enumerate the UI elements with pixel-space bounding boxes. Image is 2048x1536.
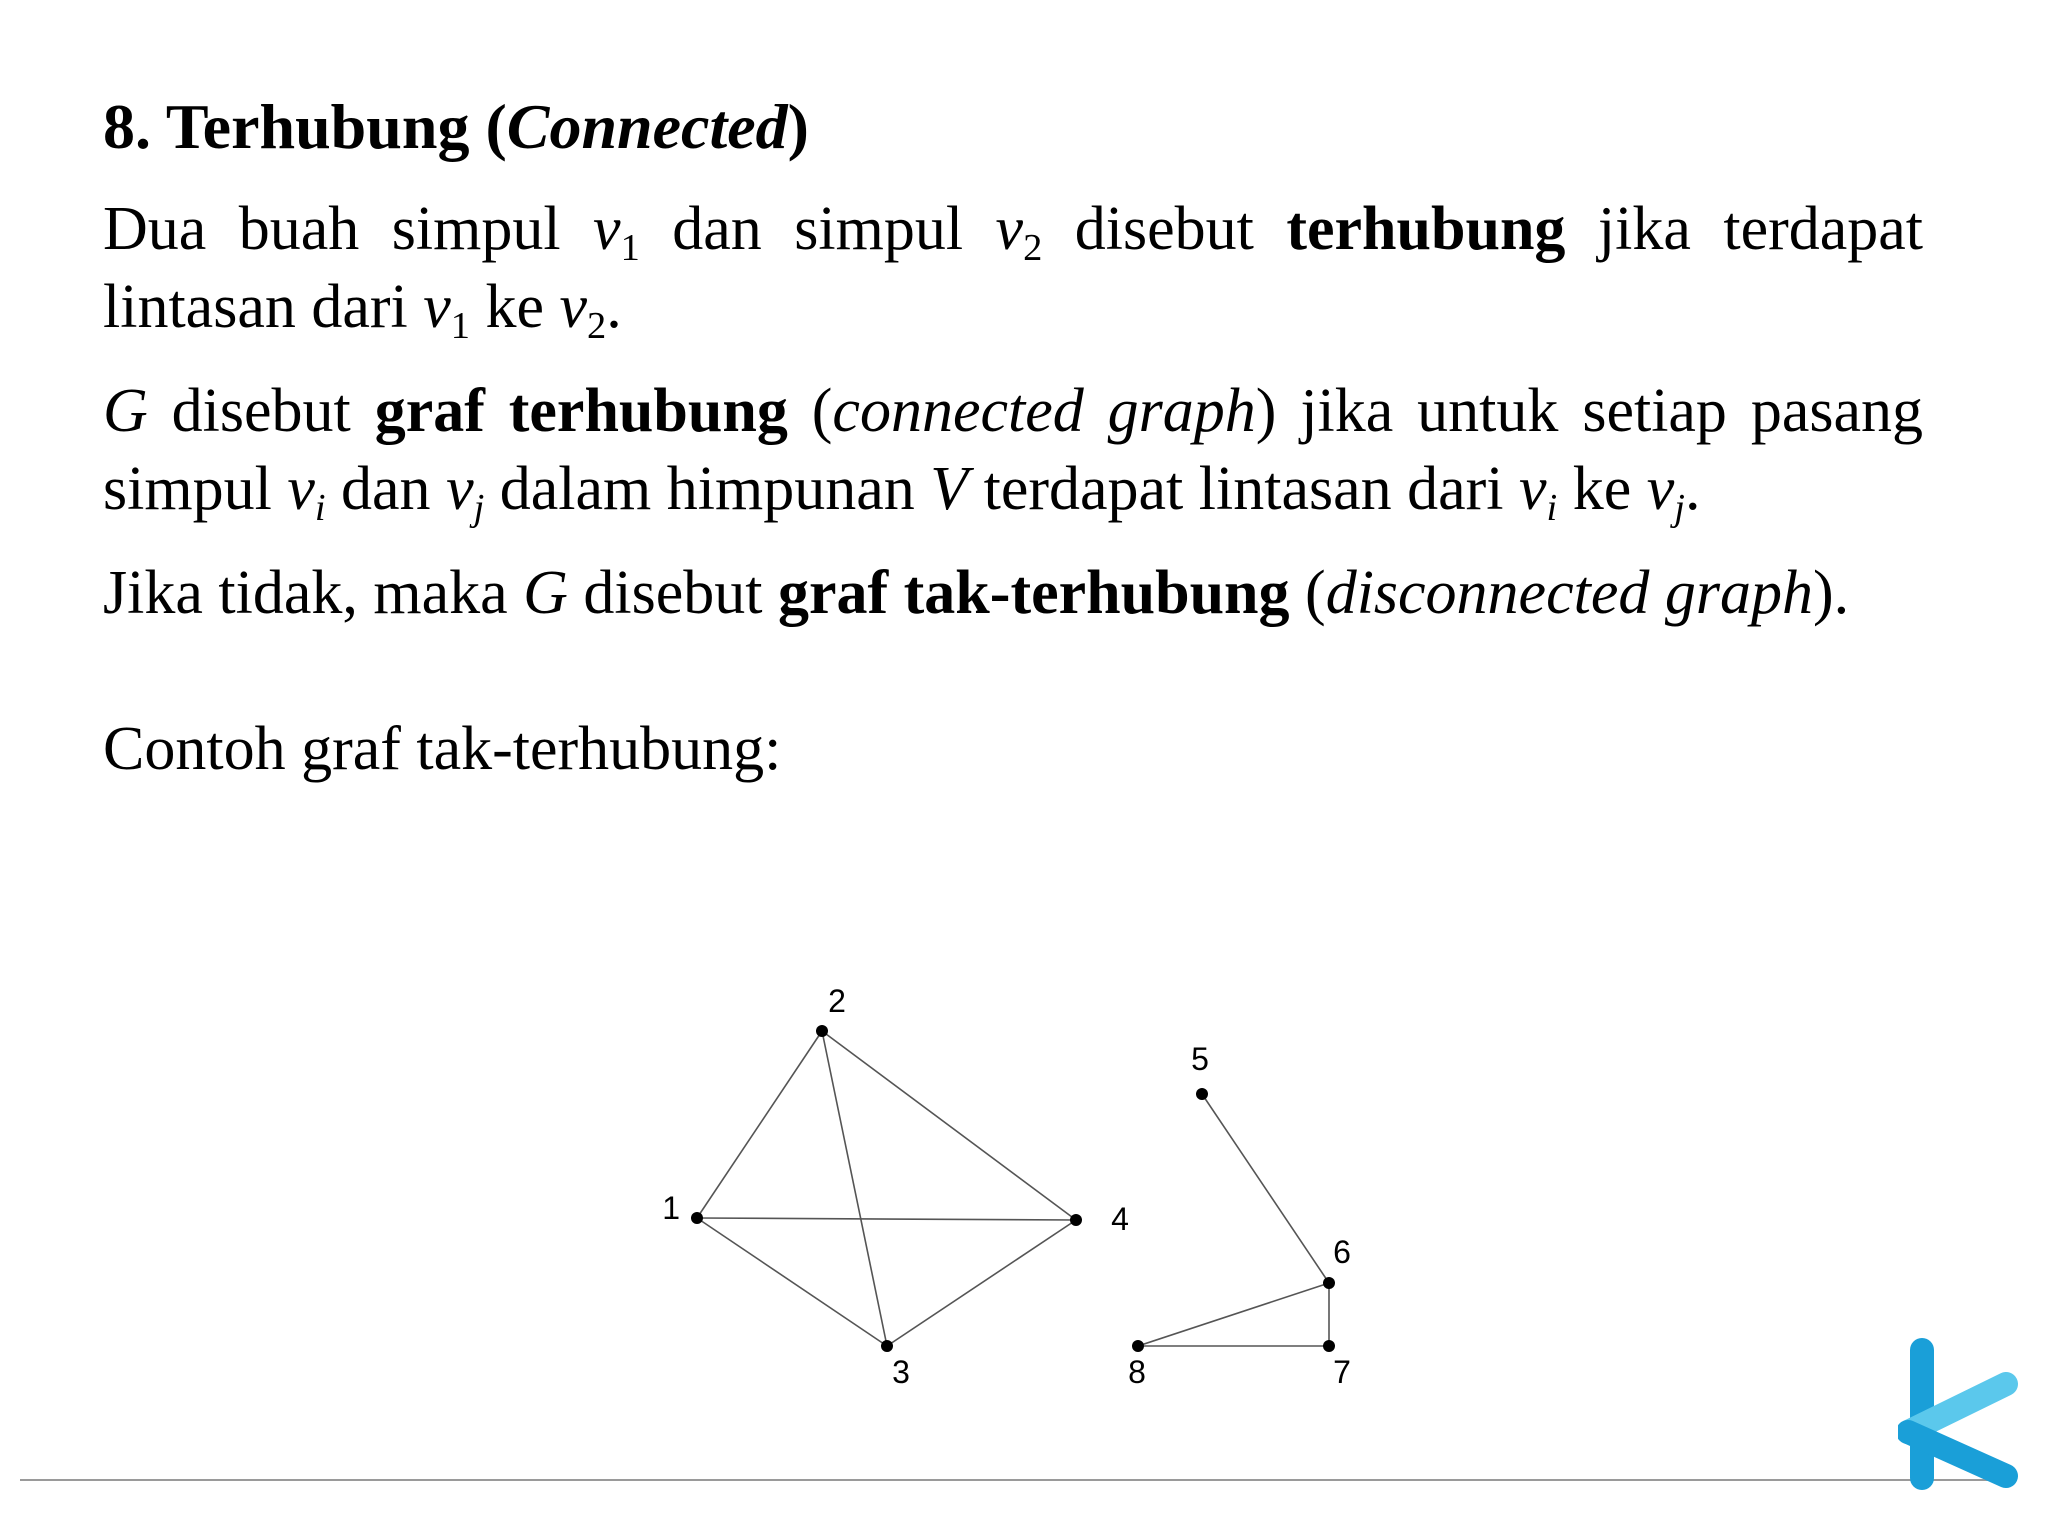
vertex-1 [691, 1212, 703, 1224]
edge-1-3 [697, 1218, 887, 1346]
vertex-label-4: 4 [1111, 1201, 1129, 1237]
graph-vertex-labels [662, 983, 1351, 1390]
footer-divider [20, 1479, 1998, 1481]
vertex-label-2: 2 [828, 983, 846, 1019]
vertex-5 [1196, 1088, 1208, 1100]
vertex-label-8: 8 [1128, 1354, 1146, 1390]
graph-vertices [691, 1025, 1335, 1352]
slide-title: 8. Terhubung (Connected) [103, 91, 809, 162]
vertex-label-1: 1 [662, 1190, 680, 1226]
edge-2-4 [822, 1031, 1076, 1220]
vertex-6 [1323, 1277, 1335, 1289]
definition-disconnected-graph: Jika tidak, maka G disebut graf tak-terhubung (disconnected graph). [103, 559, 1850, 627]
edge-1-4 [697, 1218, 1076, 1220]
edge-5-6 [1202, 1094, 1329, 1283]
brand-logo-icon [1898, 1336, 2028, 1496]
vertex-3 [881, 1340, 893, 1352]
definition-connected-graph: G disebut graf terhubung (connected graph) jika untuk setiap pasang simpul $v_i$ dan $v_j$ dalam himpunan V terdapat lintasan dari $v_i$ ke $v_j$. [103, 377, 1923, 529]
vertex-label-7: 7 [1333, 1354, 1351, 1390]
vertex-4 [1070, 1214, 1082, 1226]
graph-edges [697, 1031, 1329, 1346]
vertex-label-5: 5 [1191, 1041, 1209, 1077]
vertex-2 [816, 1025, 828, 1037]
edge-2-3 [822, 1031, 887, 1346]
vertex-7 [1323, 1340, 1335, 1352]
example-label: Contoh graf tak-terhubung: [103, 715, 782, 783]
edge-3-4 [887, 1220, 1076, 1346]
definition-connected-vertices: Dua buah simpul $v_1$ dan simpul $v_2$ disebut terhubung jika terdapat lintasan dari $v_1$ ke $v_2$. [103, 195, 1924, 347]
edge-6-8 [1138, 1283, 1329, 1346]
vertex-label-6: 6 [1333, 1234, 1351, 1270]
edge-1-2 [697, 1031, 822, 1218]
vertex-8 [1132, 1340, 1144, 1352]
vertex-label-3: 3 [892, 1354, 910, 1390]
